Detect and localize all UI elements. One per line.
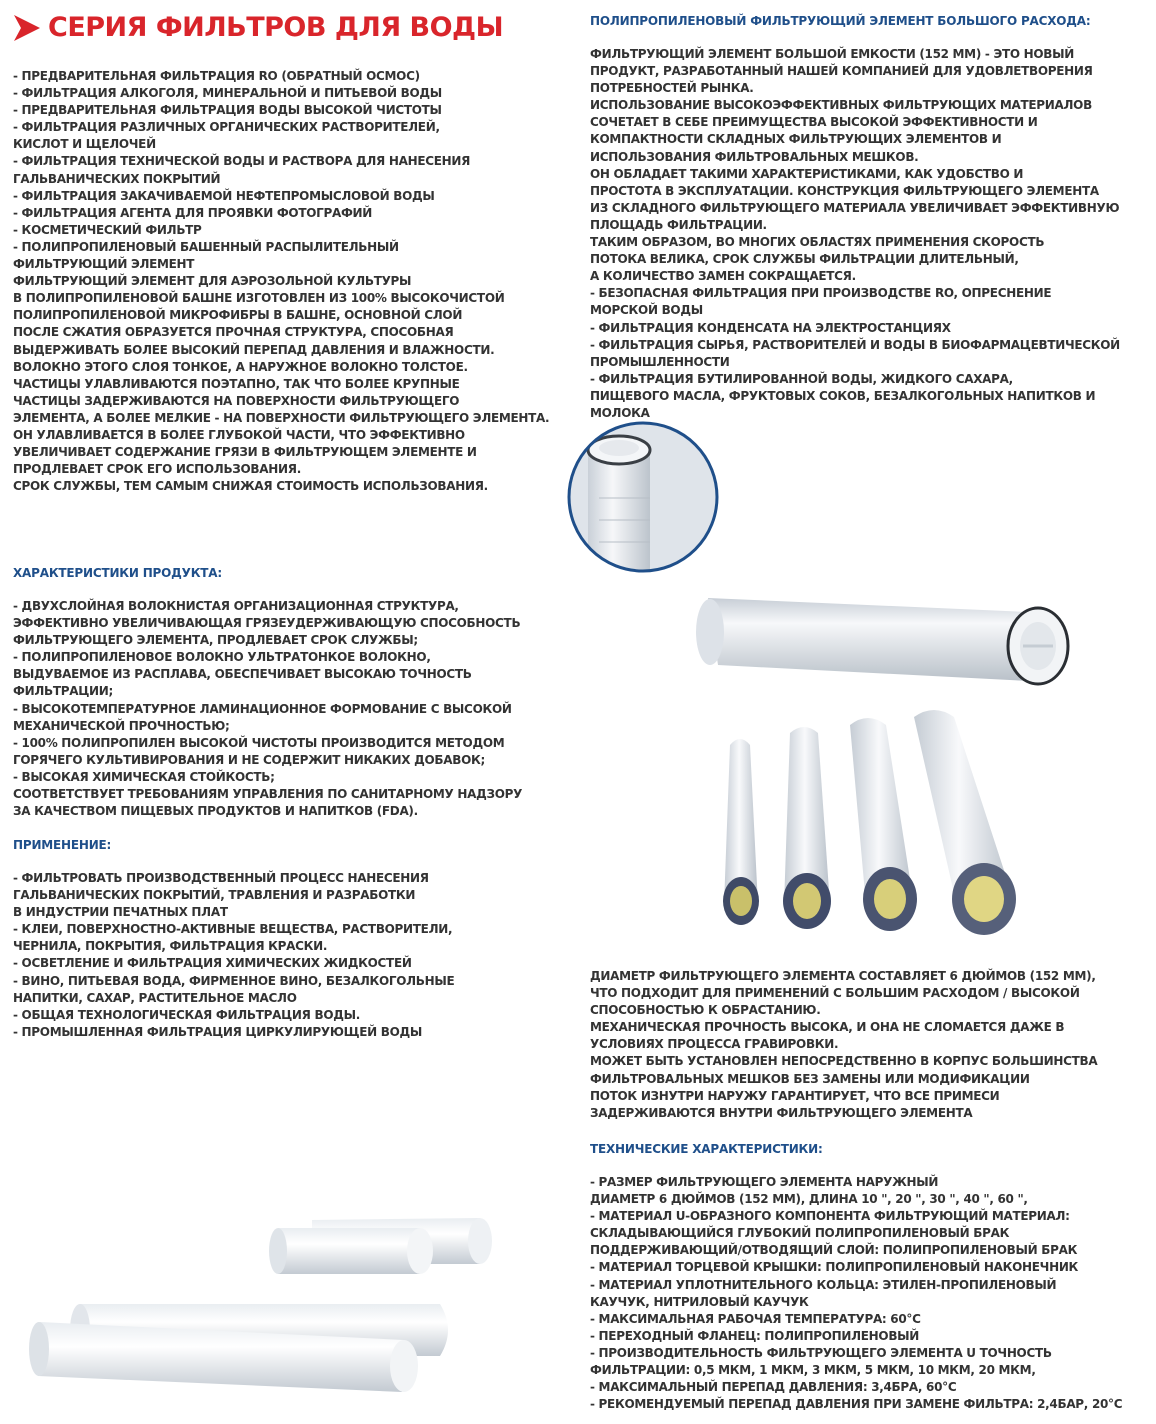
- features-section: [13, 566, 553, 820]
- filter-cartridge-image: [688, 590, 1088, 700]
- filter-rod: [269, 1228, 433, 1274]
- right-column: [590, 14, 1150, 422]
- arrow-right-icon: [12, 13, 42, 43]
- filter-cartridge: [850, 718, 917, 931]
- page-title: СЕРИЯ ФИЛЬТРОВ ДЛЯ ВОДЫ: [48, 12, 504, 43]
- application-text: - ФИЛЬТРОВАТЬ ПРОИЗВОДСТВЕННЫЙ ПРОЦЕСС НАНЕСЕНИЯ ГАЛЬВАНИЧЕСКИХ ПОКРЫТИЙ, ТРАВЛЕНИЯ И РАЗРАБОТКИ В ИНДУСТРИИ ПЕЧАТНЫХ ПЛАТ - КЛЕИ, ПОВЕРХНОСТНО-АКТИВНЫЕ ВЕЩЕСТВА, РАСТВОРИТЕЛИ, ЧЕРНИЛА, ПОКРЫТИЯ, ФИЛЬТРАЦИЯ КРАСКИ. - ОСВЕТЛЕНИЕ И ФИЛЬТРАЦИЯ ХИМИЧЕСКИХ ЖИДКОСТЕЙ - ВИНО, ПИТЬЕВАЯ ВОДА, ФИРМЕННОЕ ВИНО, БЕЗАЛКОГОЛЬНЫЕ НАПИТКИ, САХАР, РАСТИТЕЛЬНОЕ МАСЛО - ОБЩАЯ ТЕХНОЛОГИЧЕСКАЯ ФИЛЬТРАЦИЯ ВОДЫ. - ПРОМЫШЛЕННАЯ ФИЛЬТРАЦИЯ ЦИРКУЛИРУЮЩЕЙ ВОДЫ: [13, 871, 455, 1039]
- application-section: [13, 838, 553, 1041]
- features-text: - ДВУХСЛОЙНАЯ ВОЛОКНИСТАЯ ОРГАНИЗАЦИОННАЯ СТРУКТУРА, ЭФФЕКТИВНО УВЕЛИЧИВАЮЩАЯ ГРЯЗЕУДЕРЖИВАЮЩУЮ СПОСОБНОСТЬ ФИЛЬТРУЮЩЕГО ЭЛЕМЕНТА, ПРОДЛЕВАЕТ СРОК СЛУЖБЫ; - ПОЛИПРОПИЛЕНОВОЕ ВОЛОКНО УЛЬТРАТОНКОЕ ВОЛОКНО, ВЫДУВАЕМОЕ ИЗ РАСПЛАВА, ОБЕСПЕЧИВАЕТ ВЫСОКАЮ ТОЧНОСТЬ ФИЛЬТРАЦИИ; - ВЫСОКОТЕМПЕРАТУРНОЕ ЛАМИНАЦИОННОЕ ФОРМОВАНИЕ С ВЫСОКОЙ МЕХАНИЧЕСКОЙ ПРОЧНОСТЬЮ; - 100% ПОЛИПРОПИЛЕН ВЫСОКОЙ ЧИСТОТЫ ПРОИЗВОДИТСЯ МЕТОДОМ ГОРЯЧЕГО КУЛЬТИВИРОВАНИЯ И НЕ СОДЕРЖИТ НИКАКИХ ДОБАВОК; - ВЫСОКАЯ ХИМИЧЕСКАЯ СТОЙКОСТЬ; СООТВЕТСТВУЕТ ТРЕБОВАНИЯМ УПРАВЛЕНИЯ ПО САНИТАРНОМУ НАДЗОРУ ЗА КАЧЕСТВОМ ПИЩЕВЫХ ПРОДУКТОВ И НАПИТКОВ (FDA).: [13, 599, 523, 819]
- intro-text: - ПРЕДВАРИТЕЛЬНАЯ ФИЛЬТРАЦИЯ RO (ОБРАТНЫЙ ОСМОС) - ФИЛЬТРАЦИЯ АЛКОГОЛЯ, МИНЕРАЛЬНОЙ И ПИТЬЕВОЙ ВОДЫ - ПРЕДВАРИТЕЛЬНАЯ ФИЛЬТРАЦИЯ ВОДЫ ВЫСОКОЙ ЧИСТОТЫ - ФИЛЬТРАЦИЯ РАЗЛИЧНЫХ ОРГАНИЧЕСКИХ РАСТВОРИТЕЛЕЙ, КИСЛОТ И ЩЕЛОЧЕЙ - ФИЛЬТРАЦИЯ ТЕХНИЧЕСКОЙ ВОДЫ И РАСТВОРА ДЛЯ НАНЕСЕНИЯ ГАЛЬВАНИЧЕСКИХ ПОКРЫТИЙ - ФИЛЬТРАЦИЯ ЗАКАЧИВАЕМОЙ НЕФТЕПРОМЫСЛОВОЙ ВОДЫ - ФИЛЬТРАЦИЯ АГЕНТА ДЛЯ ПРОЯВКИ ФОТОГРАФИЙ - КОСМЕТИЧЕСКИЙ ФИЛЬТР - ПОЛИПРОПИЛЕНОВЫЙ БАШЕННЫЙ РАСПЫЛИТЕЛЬНЫЙ ФИЛЬТРУЮЩИЙ ЭЛЕМЕНТ ФИЛЬТРУЮЩИЙ ЭЛЕМЕНТ ДЛЯ АЭРОЗОЛЬНОЙ КУЛЬТУРЫ В ПОЛИПРОПИЛЕНОВОЙ БАШНЕ ИЗГОТОВЛЕН ИЗ 100% ВЫСОКОЧИСТОЙ ПОЛИПРОПИЛЕНОВОЙ МИКРОФИБРЫ В БАШНЕ, ОСНОВНОЙ СЛОЙ ПОСЛЕ СЖАТИЯ ОБРАЗУЕТСЯ ПРОЧНАЯ СТРУКТУРА, СПОСОБНАЯ ВЫДЕРЖИВАТЬ БОЛЕЕ ВЫСОКИЙ ПЕРЕПАД ДАВЛЕНИЯ И ВЛАЖНОСТИ. ВОЛОКНО ЭТОГО СЛОЯ ТОНКОЕ, А НАРУЖНОЕ ВОЛОКНО ТОЛСТОЕ. ЧАСТИЦЫ УЛАВЛИВАЮТСЯ ПОЭТАПНО, ТАК ЧТО БОЛЕЕ КРУПНЫЕ ЧАСТИЦЫ ЗАДЕРЖИВАЮТСЯ НА ПОВЕРХНОСТИ ФИЛЬТРУЮЩЕГО ЭЛЕМЕНТА, А БОЛЕЕ МЕЛКИЕ - НА ПОВЕРХНОСТИ ФИЛЬТРУЮЩЕГО ЭЛЕМЕНТА. ОН УЛАВЛИВАЕТСЯ В БОЛЕЕ ГЛУБОКОЙ ЧАСТИ, ЧТО ЭФФЕКТИВНО УВЕЛИЧИВАЕТ СОДЕРЖАНИЕ ГРЯЗИ В ФИЛЬТРУЮЩЕМ ЭЛЕМЕНТЕ И ПРОДЛЕВАЕТ СРОК ЕГО ИСПОЛЬЗОВАНИЯ. СРОК СЛУЖБЫ, ТЕМ САМЫМ СНИЖАЯ СТОИМОСТЬ ИСПОЛЬЗОВАНИЯ.: [13, 69, 550, 494]
- filter-cartridge: [723, 739, 759, 925]
- diameter-text: ДИАМЕТР ФИЛЬТРУЮЩЕГО ЭЛЕМЕНТА СОСТАВЛЯЕТ 6 ДЮЙМОВ (152 ММ), ЧТО ПОДХОДИТ ДЛЯ ПРИМЕНЕНИЙ С БОЛЬШИМ РАСХОДОМ / ВЫСОКОЙ СПОСОБНОСТЬЮ К ОБРАСТАНИЮ. МЕХАНИЧЕСКАЯ ПРОЧНОСТЬ ВЫСОКА, И ОНА НЕ СЛОМАЕТСЯ ДАЖЕ В УСЛОВИЯХ ПРОЦЕССА ГРАВИРОВКИ. МОЖЕТ БЫТЬ УСТАНОВЛЕН НЕПОСРЕДСТВЕННО В КОРПУС БОЛЬШИНСТВА ФИЛЬТРОВАЛЬНЫХ МЕШКОВ БЕЗ ЗАМЕНЫ ИЛИ МОДИФИКАЦИИ ПОТОК ИЗНУТРИ НАРУЖУ ГАРАНТИРУЕТ, ЧТО ВСЕ ПРИМЕСИ ЗАДЕРЖИВАЮТСЯ ВНУТРИ ФИЛЬТРУЮЩЕГО ЭЛЕМЕНТА: [590, 969, 1098, 1120]
- pp-filter-rods-image: [20, 1200, 540, 1410]
- filter-cartridge: [914, 710, 1016, 935]
- left-column: [13, 68, 553, 495]
- application-heading: ПРИМЕНЕНИЕ:: [13, 838, 112, 852]
- filter-closeup-image: [566, 420, 720, 574]
- diameter-section: [590, 968, 1150, 1122]
- page-header: [12, 12, 503, 43]
- filter-set-image: [718, 705, 1078, 935]
- features-heading: ХАРАКТЕРИСТИКИ ПРОДУКТА:: [13, 566, 222, 580]
- large-flow-heading: ПОЛИПРОПИЛЕНОВЫЙ ФИЛЬТРУЮЩИЙ ЭЛЕМЕНТ БОЛЬШОГО РАСХОДА:: [590, 14, 1091, 28]
- specs-text: - РАЗМЕР ФИЛЬТРУЮЩЕГО ЭЛЕМЕНТА НАРУЖНЫЙ ДИАМЕТР 6 ДЮЙМОВ (152 ММ), ДЛИНА 10 ", 20 ", 30 ", 40 ", 60 ", - МАТЕРИАЛ U-ОБРАЗНОГО КОМПОНЕНТА ФИЛЬТРУЮЩИЙ МАТЕРИАЛ: СКЛАДЫВАЮЩИЙСЯ ГЛУБОКИЙ ПОЛИПРОПИЛЕНОВЫЙ БРАК ПОДДЕРЖИВАЮЩИЙ/ОТВОДЯЩИЙ СЛОЙ: ПОЛИПРОПИЛЕНОВЫЙ БРАК - МАТЕРИАЛ ТОРЦЕВОЙ КРЫШКИ: ПОЛИПРОПИЛЕНОВЫЙ НАКОНЕЧНИК - МАТЕРИАЛ УПЛОТНИТЕЛЬНОГО КОЛЬЦА: ЭТИЛЕН-ПРОПИЛЕНОВЫЙ КАУЧУК, НИТРИЛОВЫЙ КАУЧУК - МАКСИМАЛЬНАЯ РАБОЧАЯ ТЕМПЕРАТУРА: 60°С - ПЕРЕХОДНЫЙ ФЛАНЕЦ: ПОЛИПРОПИЛЕНОВЫЙ - ПРОИЗВОДИТЕЛЬНОСТЬ ФИЛЬТРУЮЩЕГО ЭЛЕМЕНТА U ТОЧНОСТЬ ФИЛЬТРАЦИИ: 0,5 МКМ, 1 МКМ, 3 МКМ, 5 МКМ, 10 МКМ, 20 МКМ, - МАКСИМАЛЬНЫЙ ПЕРЕПАД ДАВЛЕНИЯ: 3,4БРА, 60°С - РЕКОМЕНДУЕМЫЙ ПЕРЕПАД ДАВЛЕНИЯ ПРИ ЗАМЕНЕ ФИЛЬТРА: 2,4БАР, 20°С: [590, 1175, 1123, 1412]
- specs-section: [590, 1142, 1150, 1413]
- filter-cartridge: [783, 727, 831, 929]
- large-flow-text: ФИЛЬТРУЮЩИЙ ЭЛЕМЕНТ БОЛЬШОЙ ЕМКОСТИ (152 ММ) - ЭТО НОВЫЙ ПРОДУКТ, РАЗРАБОТАННЫЙ НАШЕЙ КОМПАНИЕЙ ДЛЯ УДОВЛЕТВОРЕНИЯ ПОТРЕБНОСТЕЙ РЫНКА. ИСПОЛЬЗОВАНИЕ ВЫСОКОЭФФЕКТИВНЫХ ФИЛЬТРУЮЩИХ МАТЕРИАЛОВ СОЧЕТАЕТ В СЕБЕ ПРЕИМУЩЕСТВА ВЫСОКОЙ ЭФФЕКТИВНОСТИ И КОМПАКТНОСТИ СКЛАДНЫХ ФИЛЬТРУЮЩИХ ЭЛЕМЕНТОВ И ИСПОЛЬЗОВАНИЯ ФИЛЬТРОВАЛЬНЫХ МЕШКОВ. ОН ОБЛАДАЕТ ТАКИМИ ХАРАКТЕРИСТИКАМИ, КАК УДОБСТВО И ПРОСТОТА В ЭКСПЛУАТАЦИИ. КОНСТРУКЦИЯ ФИЛЬТРУЮЩЕГО ЭЛЕМЕНТА ИЗ СКЛАДНОГО ФИЛЬТРУЮЩЕГО МАТЕРИАЛА УВЕЛИЧИВАЕТ ЭФФЕКТИВНУЮ ПЛОЩАДЬ ФИЛЬТРАЦИИ. ТАКИМ ОБРАЗОМ, ВО МНОГИХ ОБЛАСТЯХ ПРИМЕНЕНИЯ СКОРОСТЬ ПОТОКА ВЕЛИКА, СРОК СЛУЖБЫ ФИЛЬТРАЦИИ ДЛИТЕЛЬНЫЙ, А КОЛИЧЕСТВО ЗАМЕН СОКРАЩАЕТСЯ. - БЕЗОПАСНАЯ ФИЛЬТРАЦИЯ ПРИ ПРОИЗВОДСТВЕ RO, ОПРЕСНЕНИЕ МОРСКОЙ ВОДЫ - ФИЛЬТРАЦИЯ КОНДЕНСАТА НА ЭЛЕКТРОСТАНЦИЯХ - ФИЛЬТРАЦИЯ СЫРЬЯ, РАСТВОРИТЕЛЕЙ И ВОДЫ В БИОФАРМАЦЕВТИЧЕСКОЙ ПРОМЫШЛЕННОСТИ - ФИЛЬТРАЦИЯ БУТИЛИРОВАННОЙ ВОДЫ, ЖИДКОГО САХАРА, ПИЩЕВОГО МАСЛА, ФРУКТОВЫХ СОКОВ, БЕЗАЛКОГОЛЬНЫХ НАПИТКОВ И МОЛОКА: [590, 47, 1120, 420]
- specs-heading: ТЕХНИЧЕСКИЕ ХАРАКТЕРИСТИКИ:: [590, 1142, 823, 1156]
